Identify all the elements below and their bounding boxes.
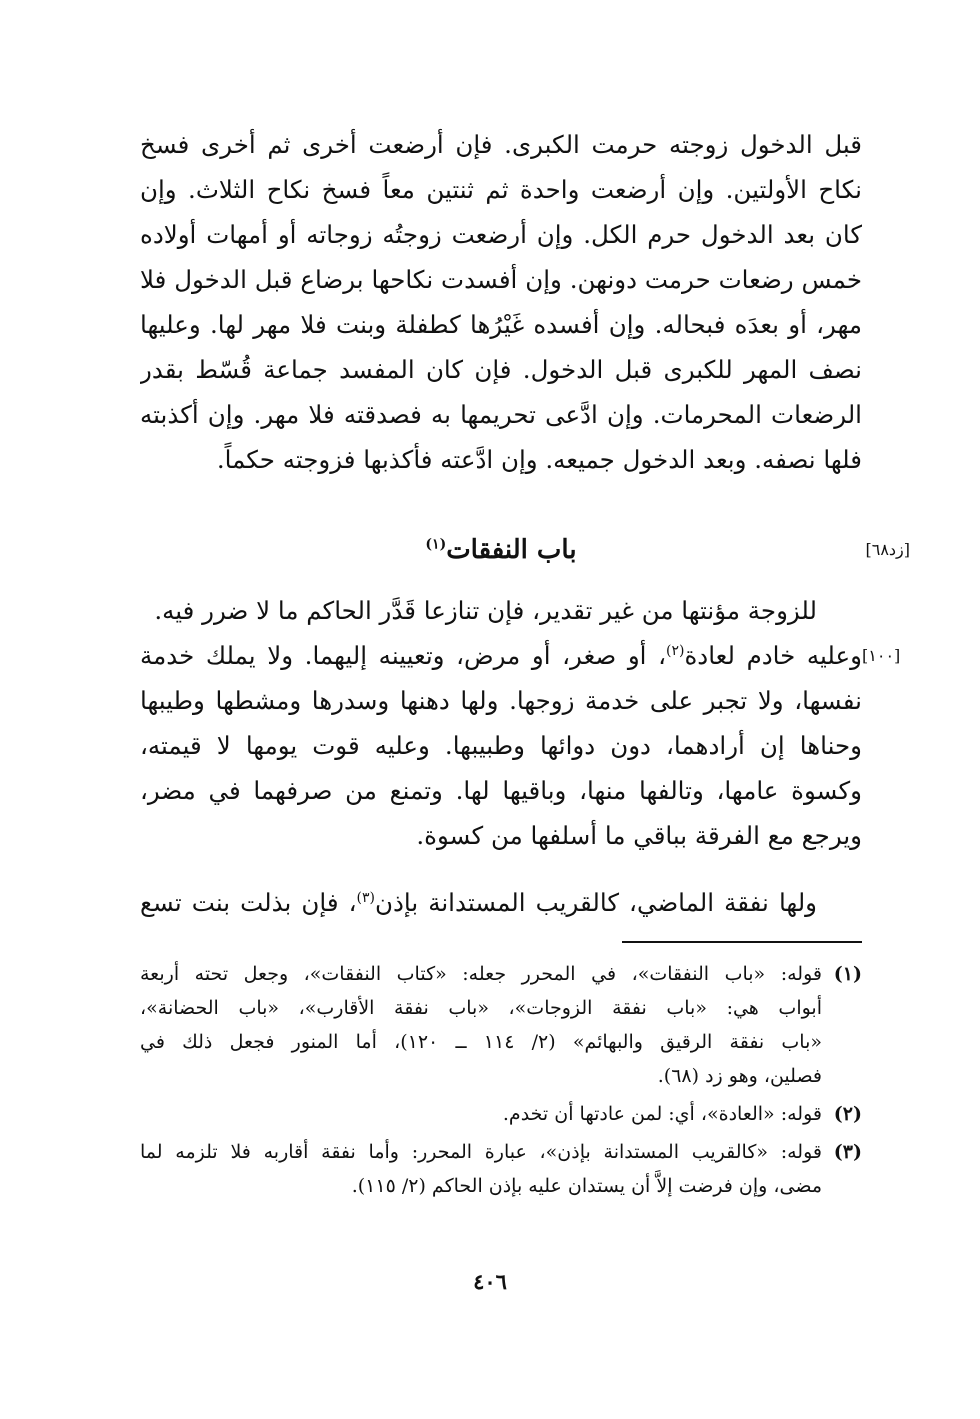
footnote-line: قوله: «العادة»، أي: لمن عادتها أن تخدم. — [502, 1103, 822, 1125]
footnote-line: فصلين، وهو زد (٦٨). — [657, 1065, 822, 1087]
footnote-1 — [140, 957, 862, 1093]
footnote-line: أبواب هي: «باب نفقة الزوجات»، «باب نفقة الأقارب»، «باب الحضانة»، — [140, 997, 822, 1019]
text-line: للزوجة مؤنتها من غير تقدير، فإن تنازعا قَدَّر الحاكم ما لا ضرر فيه. — [154, 596, 817, 625]
text-line: خمس رضعات حرمت دونهن. وإن أفسدت نكاحها برضاع قبل الدخول فلا — [140, 265, 862, 294]
text-line: قبل الدخول زوجته حرمت الكبرى. فإن أرضعت أخرى ثم أخرى فسخ — [140, 130, 862, 159]
text-line — [140, 633, 862, 678]
text-line: ويرجع مع الفرقة بباقي ما أسلفها من كسوة. — [416, 821, 862, 850]
footnotes — [140, 957, 862, 1203]
text-line: نصف المهر للكبرى قبل الدخول. فإن كان المفسد جماعة قُسّط بقدر — [140, 355, 862, 384]
margin-marker: [زد٦٨] — [865, 540, 910, 559]
footnote-ref: (١) — [425, 536, 447, 553]
text-segment: وعليه خادم لعادة — [684, 641, 862, 670]
footnote-line: قوله: «كالقريب المستدانة بإذن»، عبارة المحرر: وأما نفقة أقاربه فلا تلزمه لما — [140, 1141, 822, 1163]
footnote-3 — [140, 1135, 862, 1203]
text-line: الرضعات المحرمات. وإن ادَّعى تحريمها به فصدقته فلا مهر. وإن أكذبته — [140, 400, 862, 429]
footnote-ref: (٢) — [666, 642, 685, 659]
footnote-ref: (٣) — [356, 889, 375, 906]
text-line: فلها نصفه. وبعد الدخول جميعه. وإن ادَّعته فأكذبها فزوجته حكماً. — [216, 445, 862, 474]
paragraph-nafaqa — [140, 588, 862, 633]
paragraph-rada — [140, 122, 862, 482]
footnote-divider — [622, 941, 862, 943]
section-heading-title: باب النفقات — [446, 535, 577, 565]
text-line: مهر، أو بعدَه فبحاله. وإن أفسده غَيْرُها كطفلة وبنت فلا مهر لها. وعليها — [140, 310, 862, 339]
section-heading-row — [140, 527, 910, 573]
text-segment: ، أو صغر، أو مرض، وتعيينه إليهما. ولا يملك خدمة — [140, 641, 666, 670]
text-line: وحناها إن أرادهما، دون دوائها وطبيبها. وعليه قوت يومها لا قيمته، — [140, 731, 862, 760]
text-segment: ولها نفقة الماضي، كالقريب المستدانة بإذن — [374, 888, 817, 917]
text-line: كان بعد الدخول حرم الكل. وإن أرضعت زوجتُه زوجاته أو أمهات أولاده — [140, 220, 862, 249]
text-line: نفسها، ولا تجبر على خدمة زوجها. ولها دهنها وسدرها ومشطها وطيبها — [140, 686, 862, 715]
section-heading — [140, 527, 862, 573]
footnote-line: مضى، وإن فرضت إلاَّ أن يستدان عليه بإذن الحاكم (٢/ ١١٥). — [351, 1175, 822, 1197]
footnote-number: (٣) — [833, 1141, 862, 1163]
text-line — [140, 880, 862, 925]
text-line: نكاح الأولتين. وإن أرضعت واحدة ثم ثنتين معاً فسخ نكاح الثلاث. وإن — [140, 175, 862, 204]
footnote-number: (٢) — [833, 1103, 862, 1125]
margin-marker: [١٠٠] — [862, 646, 901, 665]
paragraph-madi — [140, 880, 862, 925]
footnote-2 — [140, 1097, 862, 1131]
footnote-line: قوله: «باب النفقات»، في المحرر جعله: «كتاب النفقات»، وجعل تحته أربعة — [140, 963, 822, 985]
footnote-line: «باب نفقة الرقيق والبهائم» (٢/ ١١٤ ــ ١٢٠)، أما المنور فجعل ذلك في — [140, 1031, 822, 1053]
page-number: ٤٠٦ — [473, 1269, 507, 1294]
text-line: وكسوة عامها، وتالفها منها، وباقيها لها. وتمنع من صرفهما في مضر، — [140, 776, 862, 805]
text-segment: ، فإن بذلت بنت تسع — [140, 888, 357, 917]
paragraph-khadim — [140, 633, 862, 858]
footnote-number: (١) — [833, 963, 862, 985]
